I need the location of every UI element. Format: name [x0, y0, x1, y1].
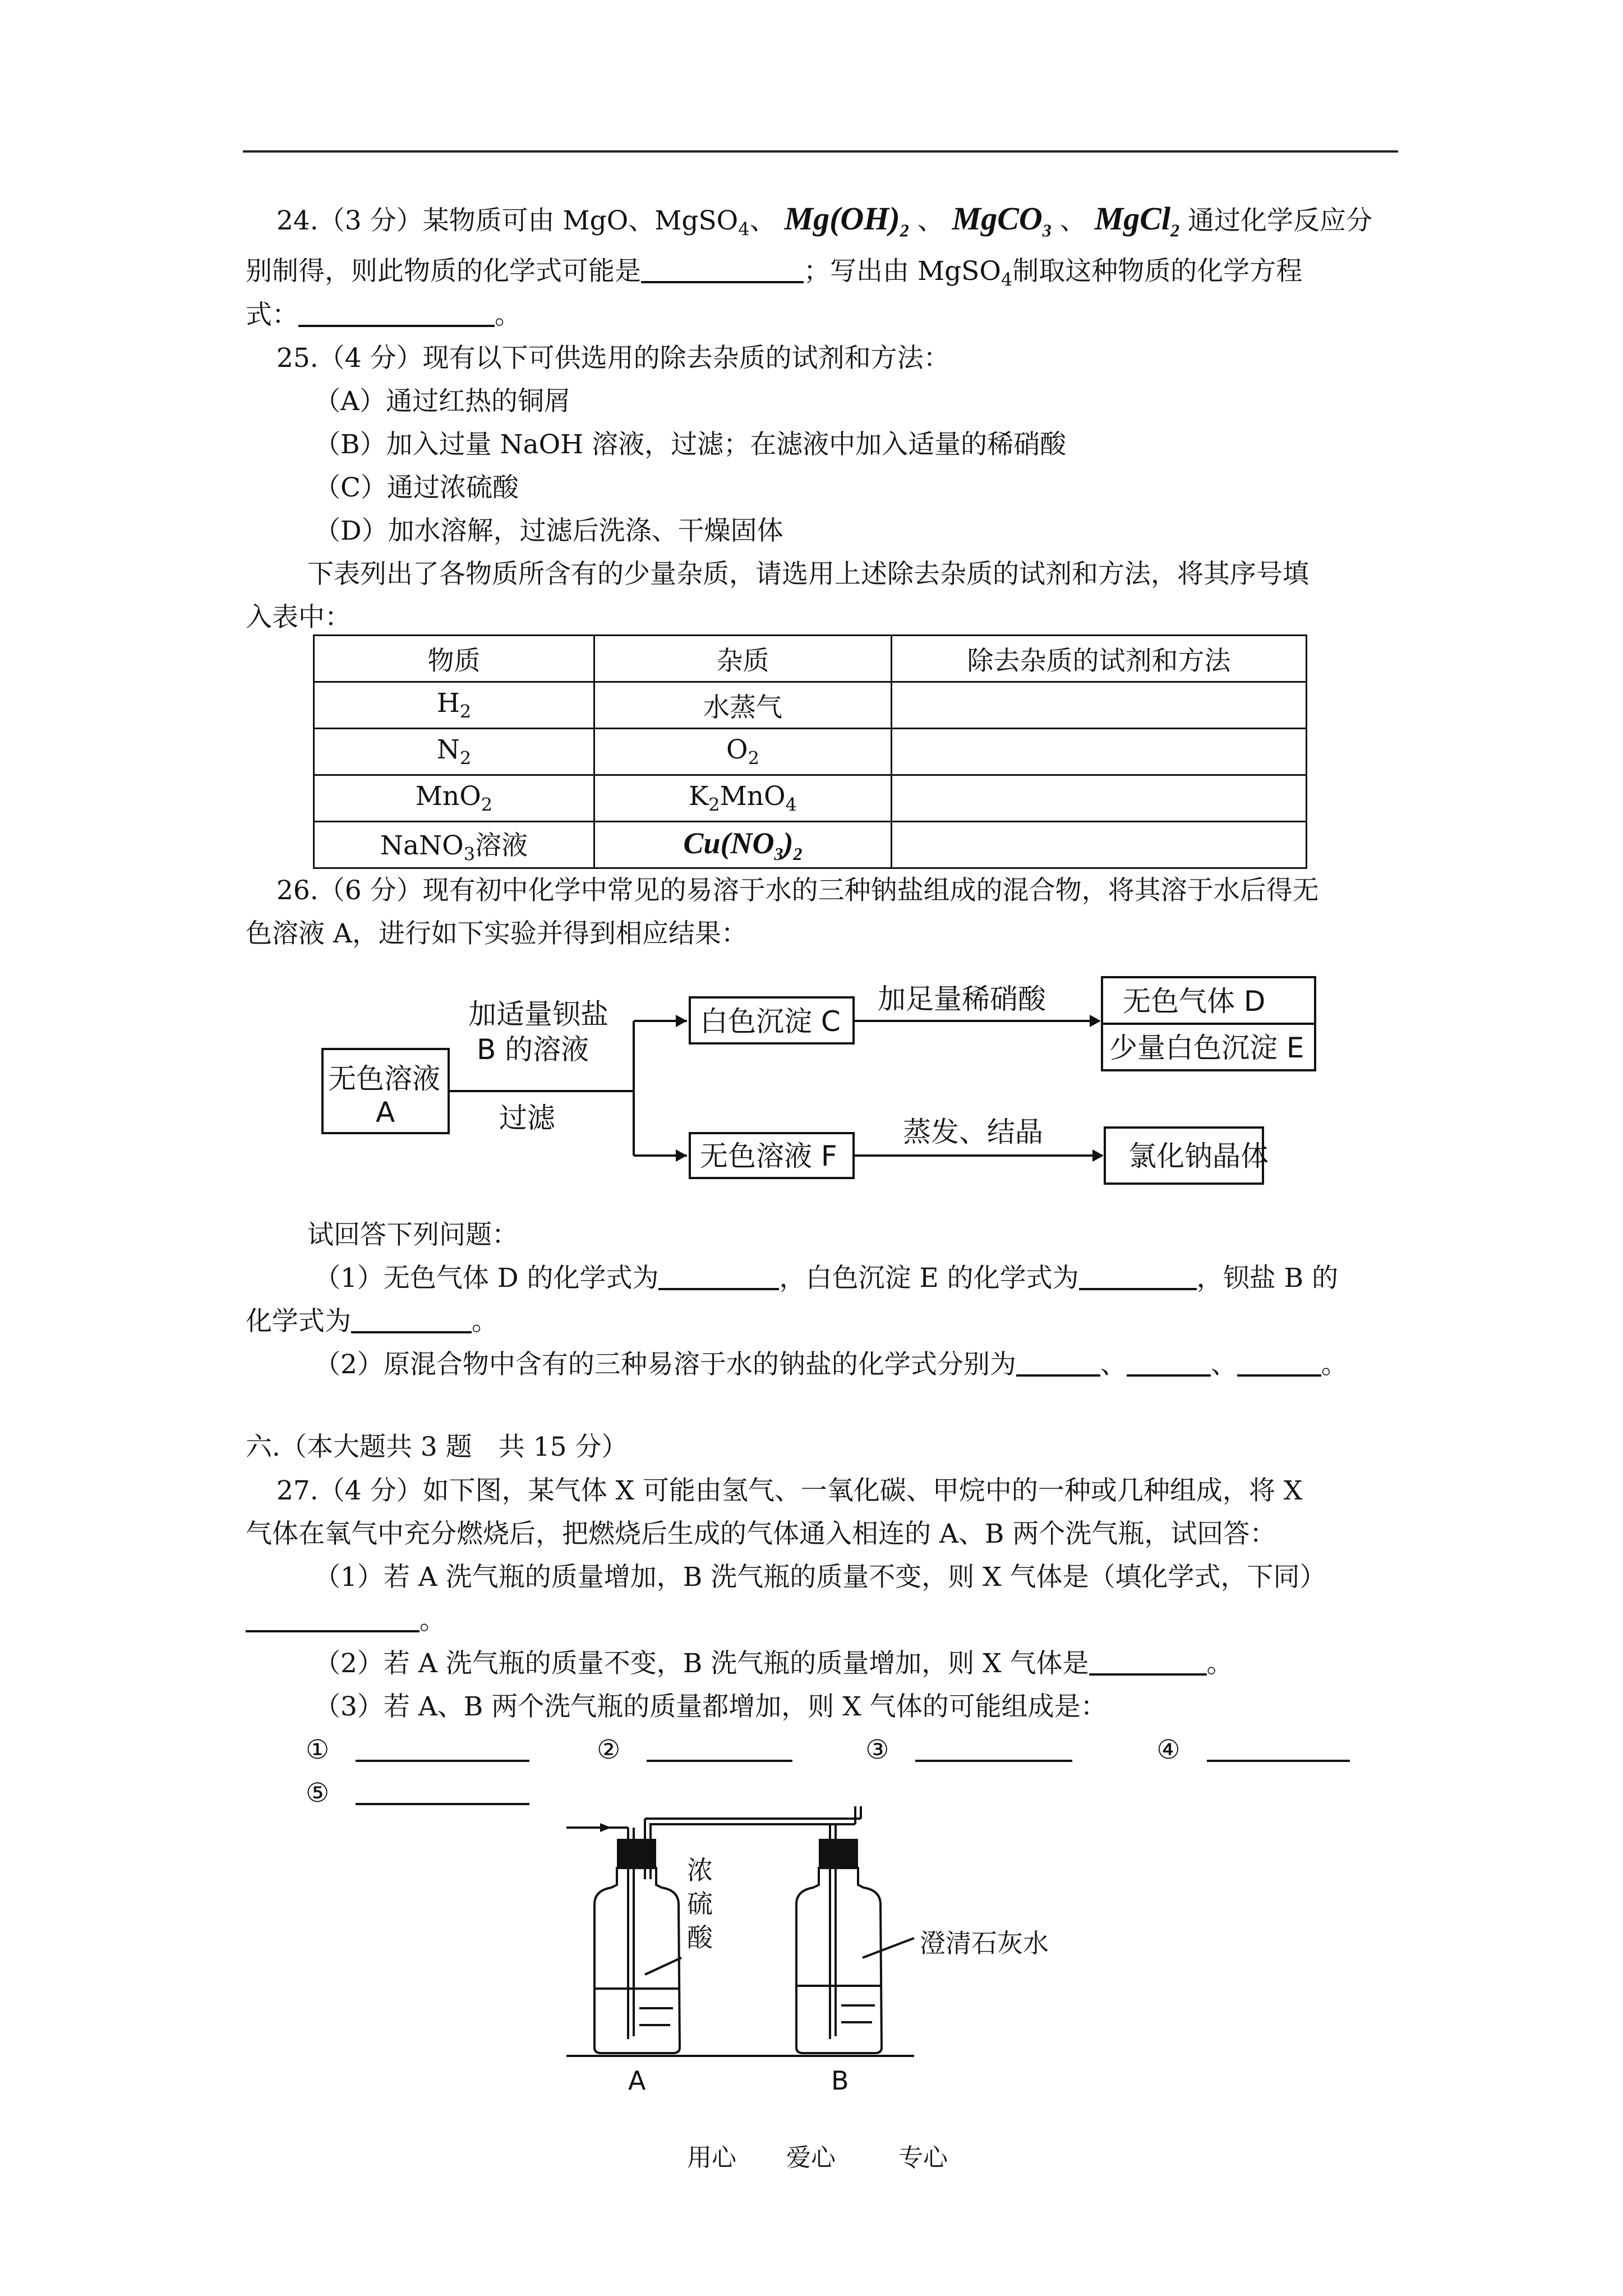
table-header-row	[314, 636, 1307, 682]
answer-blank[interactable]	[647, 1735, 792, 1762]
substance-cell: $N_2$	[314, 729, 594, 775]
label-bottle-b: B	[831, 2065, 849, 2096]
answer-blank[interactable]	[1079, 1263, 1197, 1290]
answer-blank[interactable]	[1089, 1649, 1207, 1676]
reagent-label-3: 过滤	[499, 1102, 555, 1134]
substance-cell: MnO$_2$	[314, 775, 594, 822]
label-conc-acid-1: 浓	[687, 1855, 713, 1885]
method-answer-cell[interactable]	[892, 775, 1307, 822]
acid-label: 加足量稀硝酸	[878, 983, 1046, 1015]
label-lime-water: 澄清石灰水	[920, 1928, 1049, 1958]
method-answer-cell[interactable]	[892, 682, 1307, 729]
answer-blank[interactable]	[915, 1735, 1072, 1762]
table-row	[314, 729, 1307, 775]
box-precipitate-e: 少量白色沉淀 E	[1109, 1032, 1304, 1064]
footer-text-2: 爱心	[786, 2143, 836, 2172]
q25-option-d: （D）加水溶解，过滤后洗涤、干燥固体	[314, 516, 783, 546]
q27-p1: （1）若 A 洗气瓶的质量增加，B 洗气瓶的质量不变，则 X 气体是（填化学式，下同）	[314, 1562, 1326, 1593]
box-solution-f: 无色溶液 F	[700, 1140, 837, 1172]
table-header: 物质	[314, 636, 594, 682]
impurity-cell: 水蒸气	[594, 682, 892, 729]
answer-blank[interactable]	[641, 256, 804, 283]
box-solution-a-label: 无色溶液	[328, 1062, 440, 1095]
q26-line2: 色溶液 A，进行如下实验并得到相应结果：	[246, 918, 748, 949]
q26-ask: 试回答下列问题：	[307, 1220, 518, 1250]
table-header: 除去杂质的试剂和方法	[892, 636, 1307, 682]
q27-choices-row1: ① ② ③ ④	[306, 1732, 1350, 1768]
label-bottle-a: A	[628, 2065, 646, 2096]
footer-text-1: 用心	[687, 2143, 736, 2172]
q27-line1: 27.（4 分）如下图，某气体 X 可能由氢气、一氧化碳、甲烷中的一种或几种组成，将 X	[276, 1475, 1303, 1506]
answer-blank[interactable]	[1207, 1735, 1350, 1762]
method-answer-cell[interactable]	[892, 822, 1307, 868]
q25-prompt2: 入表中：	[246, 602, 351, 633]
q25-option-c: （C）通过浓硫酸	[314, 472, 519, 503]
answer-blank[interactable]	[356, 1778, 529, 1805]
answer-blank[interactable]	[1127, 1350, 1211, 1377]
table-row	[314, 775, 1307, 822]
q27-p3: （3）若 A、B 两个洗气瓶的质量都增加，则 X 气体的可能组成是：	[314, 1691, 1107, 1722]
q24-line2: 别制得，则此物质的化学式可能是 ；写出由 MgSO$_4$制取这种物质的化学方程	[246, 256, 1303, 291]
impurity-table	[313, 634, 1307, 869]
reagent-label-1: 加适量钡盐	[468, 998, 608, 1030]
q27-p1-cont: 。	[246, 1603, 446, 1639]
impurity-cell: $Cu(NO_3)_2$	[594, 822, 892, 868]
answer-blank[interactable]	[351, 1306, 472, 1333]
q25-option-b: （B）加入过量 NaOH 溶液，过滤；在滤液中加入适量的稀硝酸	[314, 429, 1067, 460]
q24-line3: 式： 。	[246, 300, 521, 330]
answer-blank[interactable]	[298, 300, 495, 327]
evaporation-label: 蒸发、结晶	[903, 1116, 1043, 1148]
q26-p1: （1）无色气体 D 的化学式为 ，白色沉淀 E 的化学式为 ，钡盐 B 的	[314, 1263, 1339, 1294]
formula-mgco3: MgCO$_3$	[952, 200, 1052, 241]
method-answer-cell[interactable]	[892, 729, 1307, 775]
section-six-title: 六.（本大题共 3 题 共 15 分）	[246, 1432, 628, 1462]
box-gas-d: 无色气体 D	[1123, 985, 1266, 1018]
table-header: 杂质	[594, 636, 892, 682]
header-rule	[243, 150, 1398, 153]
table-row	[314, 682, 1307, 729]
q26-p1-cont: 化学式为 。	[246, 1306, 498, 1337]
box-precipitate-c: 白色沉淀 C	[700, 1005, 841, 1038]
answer-blank[interactable]	[246, 1605, 419, 1632]
q24-line1: 24.（3 分）某物质可由 MgO、MgSO$_4$、 $Mg(OH)_2$ 、 MgCO$_3$ 、 MgCl$_2$ 通过化学反应分	[276, 200, 1373, 241]
answer-blank[interactable]	[1016, 1350, 1100, 1377]
q25-prompt1: 下表列出了各物质所含有的少量杂质，请选用上述除去杂质的试剂和方法，将其序号填	[307, 559, 1309, 590]
q27-p2: （2）若 A 洗气瓶的质量不变，B 洗气瓶的质量增加，则 X 气体是 。	[314, 1648, 1233, 1679]
impurity-cell: $K_2MnO_4$	[594, 775, 892, 822]
answer-blank[interactable]	[658, 1263, 779, 1290]
substance-cell: $H_2$	[314, 682, 594, 729]
reagent-label-2: B 的溶液	[477, 1033, 589, 1066]
formula-mgcl2: MgCl$_2$	[1094, 200, 1180, 241]
q26-p2: （2）原混合物中含有的三种易溶于水的钠盐的化学式分别为 、 、 。	[314, 1349, 1348, 1380]
q27-choices-row2: ⑤	[306, 1775, 529, 1811]
q26-line1: 26.（6 分）现有初中化学中常见的易溶于水的三种钠盐组成的混合物，将其溶于水后得无	[276, 875, 1319, 906]
wash-bottle-apparatus	[555, 1806, 1116, 2098]
q27-line2: 气体在氧气中充分燃烧后，把燃烧后生成的气体通入相连的 A、B 两个洗气瓶，试回答：	[246, 1519, 1276, 1549]
formula-mgoh2: $Mg(OH)_2$	[784, 200, 909, 241]
substance-cell: NaNO$_3$溶液	[314, 822, 594, 868]
answer-blank[interactable]	[356, 1735, 529, 1762]
answer-blank[interactable]	[1237, 1350, 1321, 1377]
impurity-cell: $O_2$	[594, 729, 892, 775]
box-solution-a-letter: A	[376, 1096, 395, 1129]
label-conc-acid-2: 硫	[687, 1889, 713, 1919]
q25-intro: 25.（4 分）现有以下可供选用的除去杂质的试剂和方法：	[276, 343, 950, 374]
reaction-flowchart	[314, 965, 1324, 1206]
q25-option-a: （A）通过红热的铜屑	[314, 386, 570, 417]
footer-text-3: 专心	[898, 2143, 948, 2172]
table-row	[314, 822, 1307, 868]
label-conc-acid-3: 酸	[687, 1922, 713, 1953]
box-nacl-crystal: 氯化钠晶体	[1128, 1140, 1269, 1172]
